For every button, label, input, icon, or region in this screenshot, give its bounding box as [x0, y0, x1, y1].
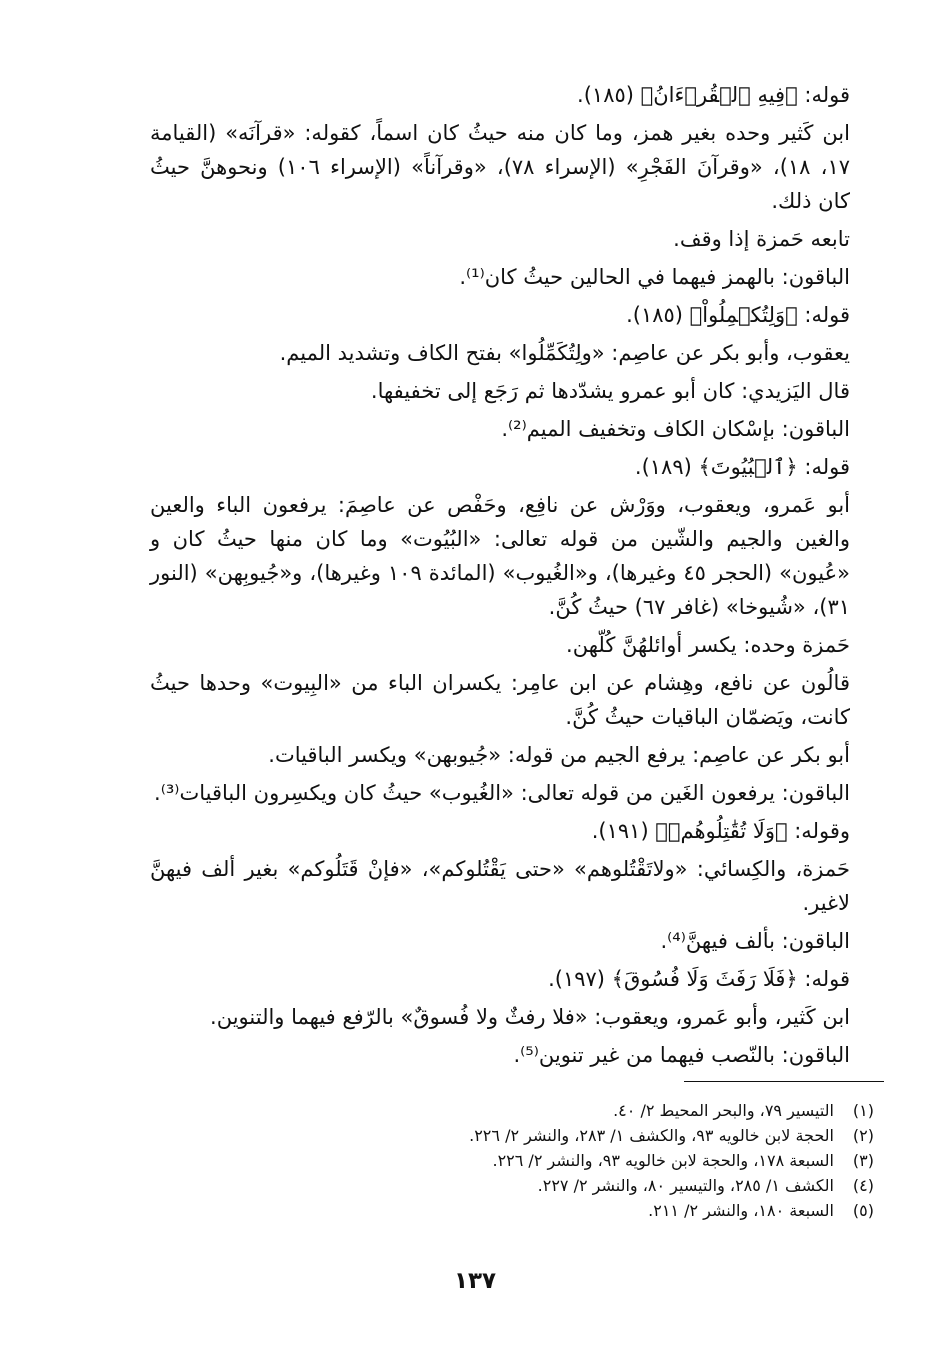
footnote	[300, 1123, 874, 1148]
footnote-text: الحجة لابن خالويه ٩٣، والكشف ١/ ٢٨٣، والنشر ٢/ ٢٢٦.	[469, 1126, 834, 1145]
paragraph: الباقون: يرفعون الغَين من قوله تعالى: «الغُيوب» حيثُ كان ويكسِرون الباقيات⁽³⁾.	[154, 781, 850, 805]
paragraph: قالُون عن نافع، وهِشام عن ابن عامِر: يكسران الباء من «البِيوت» وحدها حيثُ كانت، ويَضمّان الباقيات حيثُ كُنَّ.	[150, 671, 850, 729]
footnote-separator	[684, 1081, 884, 1082]
page-number: ١٣٧	[453, 1268, 497, 1294]
footnote	[300, 1198, 874, 1223]
footnote	[300, 1098, 874, 1123]
paragraph: قوله: ﴿فِيهِ ٱلۡقُرۡءَانُ﴾ (١٨٥).	[577, 83, 850, 107]
paragraph: يعقوب، وأبو بكر عن عاصِم: «ولِتُكَمِّلُوا» بفتح الكاف وتشديد الميم.	[279, 341, 850, 365]
footnote-text: الكشف ١/ ٢٨٥، والتيسير ٨٠، والنشر ٢/ ٢٢٧.	[537, 1176, 834, 1195]
footnote-number: (١)	[852, 1101, 874, 1120]
paragraph: الباقون: بإسْكان الكاف وتخفيف الميم⁽²⁾.	[501, 417, 850, 441]
paragraph: تابعه حَمزة إذا وقف.	[673, 227, 850, 251]
footnote-number: (٤)	[852, 1176, 874, 1195]
paragraph: الباقون: بالنّصب فيهما من غير تنوين⁽⁵⁾.	[513, 1043, 850, 1067]
paragraph: الباقون: بالهمز فيهما في الحالين حيثُ كان⁽¹⁾.	[459, 265, 850, 289]
paragraph: حَمزة، والكِسائي: «ولاتَقْتُلوهم» «حتى يَقْتُلوكم»، «فإنْ قَتَلُوكم» بغير ألف فيهنَّ لاغير.	[150, 857, 850, 915]
paragraph: وقوله: ﴿وَلَا تُقَٰتِلُوهُمۡ﴾ (١٩١).	[591, 819, 850, 843]
paragraph: ابن كَثير وحده بغير همز، وما كان منه حيثُ كان اسماً، كقوله: «قرآنَه» (القيامة ١٧، ١٨)، «وقرآنَ الفَجْرِ» (الإسراء ٧٨)، «وقرآناً» (الإسراء ١٠٦) ونحوهنَّ حيثُ كان ذلك.	[150, 121, 851, 213]
footnote-text: السبعة ١٧٨، والحجة لابن خالويه ٩٣، والنشر ٢/ ٢٢٦.	[492, 1151, 834, 1170]
paragraph: الباقون: بألف فيهنَّ⁽⁴⁾.	[660, 929, 850, 953]
paragraph: أبو عَمرو، ويعقوب، ووَرْش عن نافِع، وحَفْص عن عاصِمَ: يرفعون الباء والعين والغين والجيم والشّين من قوله تعالى: «البُيُوت» وما كان منها حيثُ كان و «عُيون» (الحجر ٤٥ وغيرها)، و«الغُيوب» (المائدة ١٠٩ وغيرها)، و«جُيوبِهن» (النور ٣١)، «شُيوخا» (غافر ٦٧) حيثُ كُنَّ.	[150, 493, 850, 619]
paragraph: قوله: ﴿وَلِتُكۡمِلُواْ﴾ (١٨٥).	[626, 303, 850, 327]
footnote-number: (٥)	[852, 1201, 874, 1220]
footnotes	[300, 1098, 874, 1223]
paragraph: أبو بكر عن عاصِم: يرفع الجيم من قوله: «جُيوبهن» ويكسر الباقيات.	[268, 743, 850, 767]
footnote	[300, 1173, 874, 1198]
footnote-text: التيسير ٧٩، والبحر المحيط ٢/ ٤٠.	[613, 1101, 834, 1120]
footnote	[300, 1148, 874, 1173]
footnote-number: (٣)	[852, 1151, 874, 1170]
paragraph: قال اليَزيدي: كان أبو عمرو يشدّدها ثم رَجَع إلى تخفيفها.	[370, 379, 850, 403]
paragraph: قوله: ﴿فَلَا رَفَثَ وَلَا فُسُوقَ﴾ (١٩٧).	[548, 967, 850, 991]
paragraph: حَمزة وحده: يكسر أوائلهُنَّ كُلّهن.	[566, 633, 850, 657]
paragraph: ابن كَثير، وأبو عَمرو، ويعقوب: «فلا رفثٌ ولا فُسوقٌ» بالرّفع فيهما والتنوين.	[210, 1005, 850, 1029]
main-text	[150, 78, 884, 1076]
paragraph: قوله: ﴿ٱلۡبُيُوتَ﴾ (١٨٩).	[634, 455, 850, 479]
footnote-text: السبعة ١٨٠، والنشر ٢/ ٢١١.	[648, 1201, 834, 1220]
footnote-number: (٢)	[852, 1126, 874, 1145]
